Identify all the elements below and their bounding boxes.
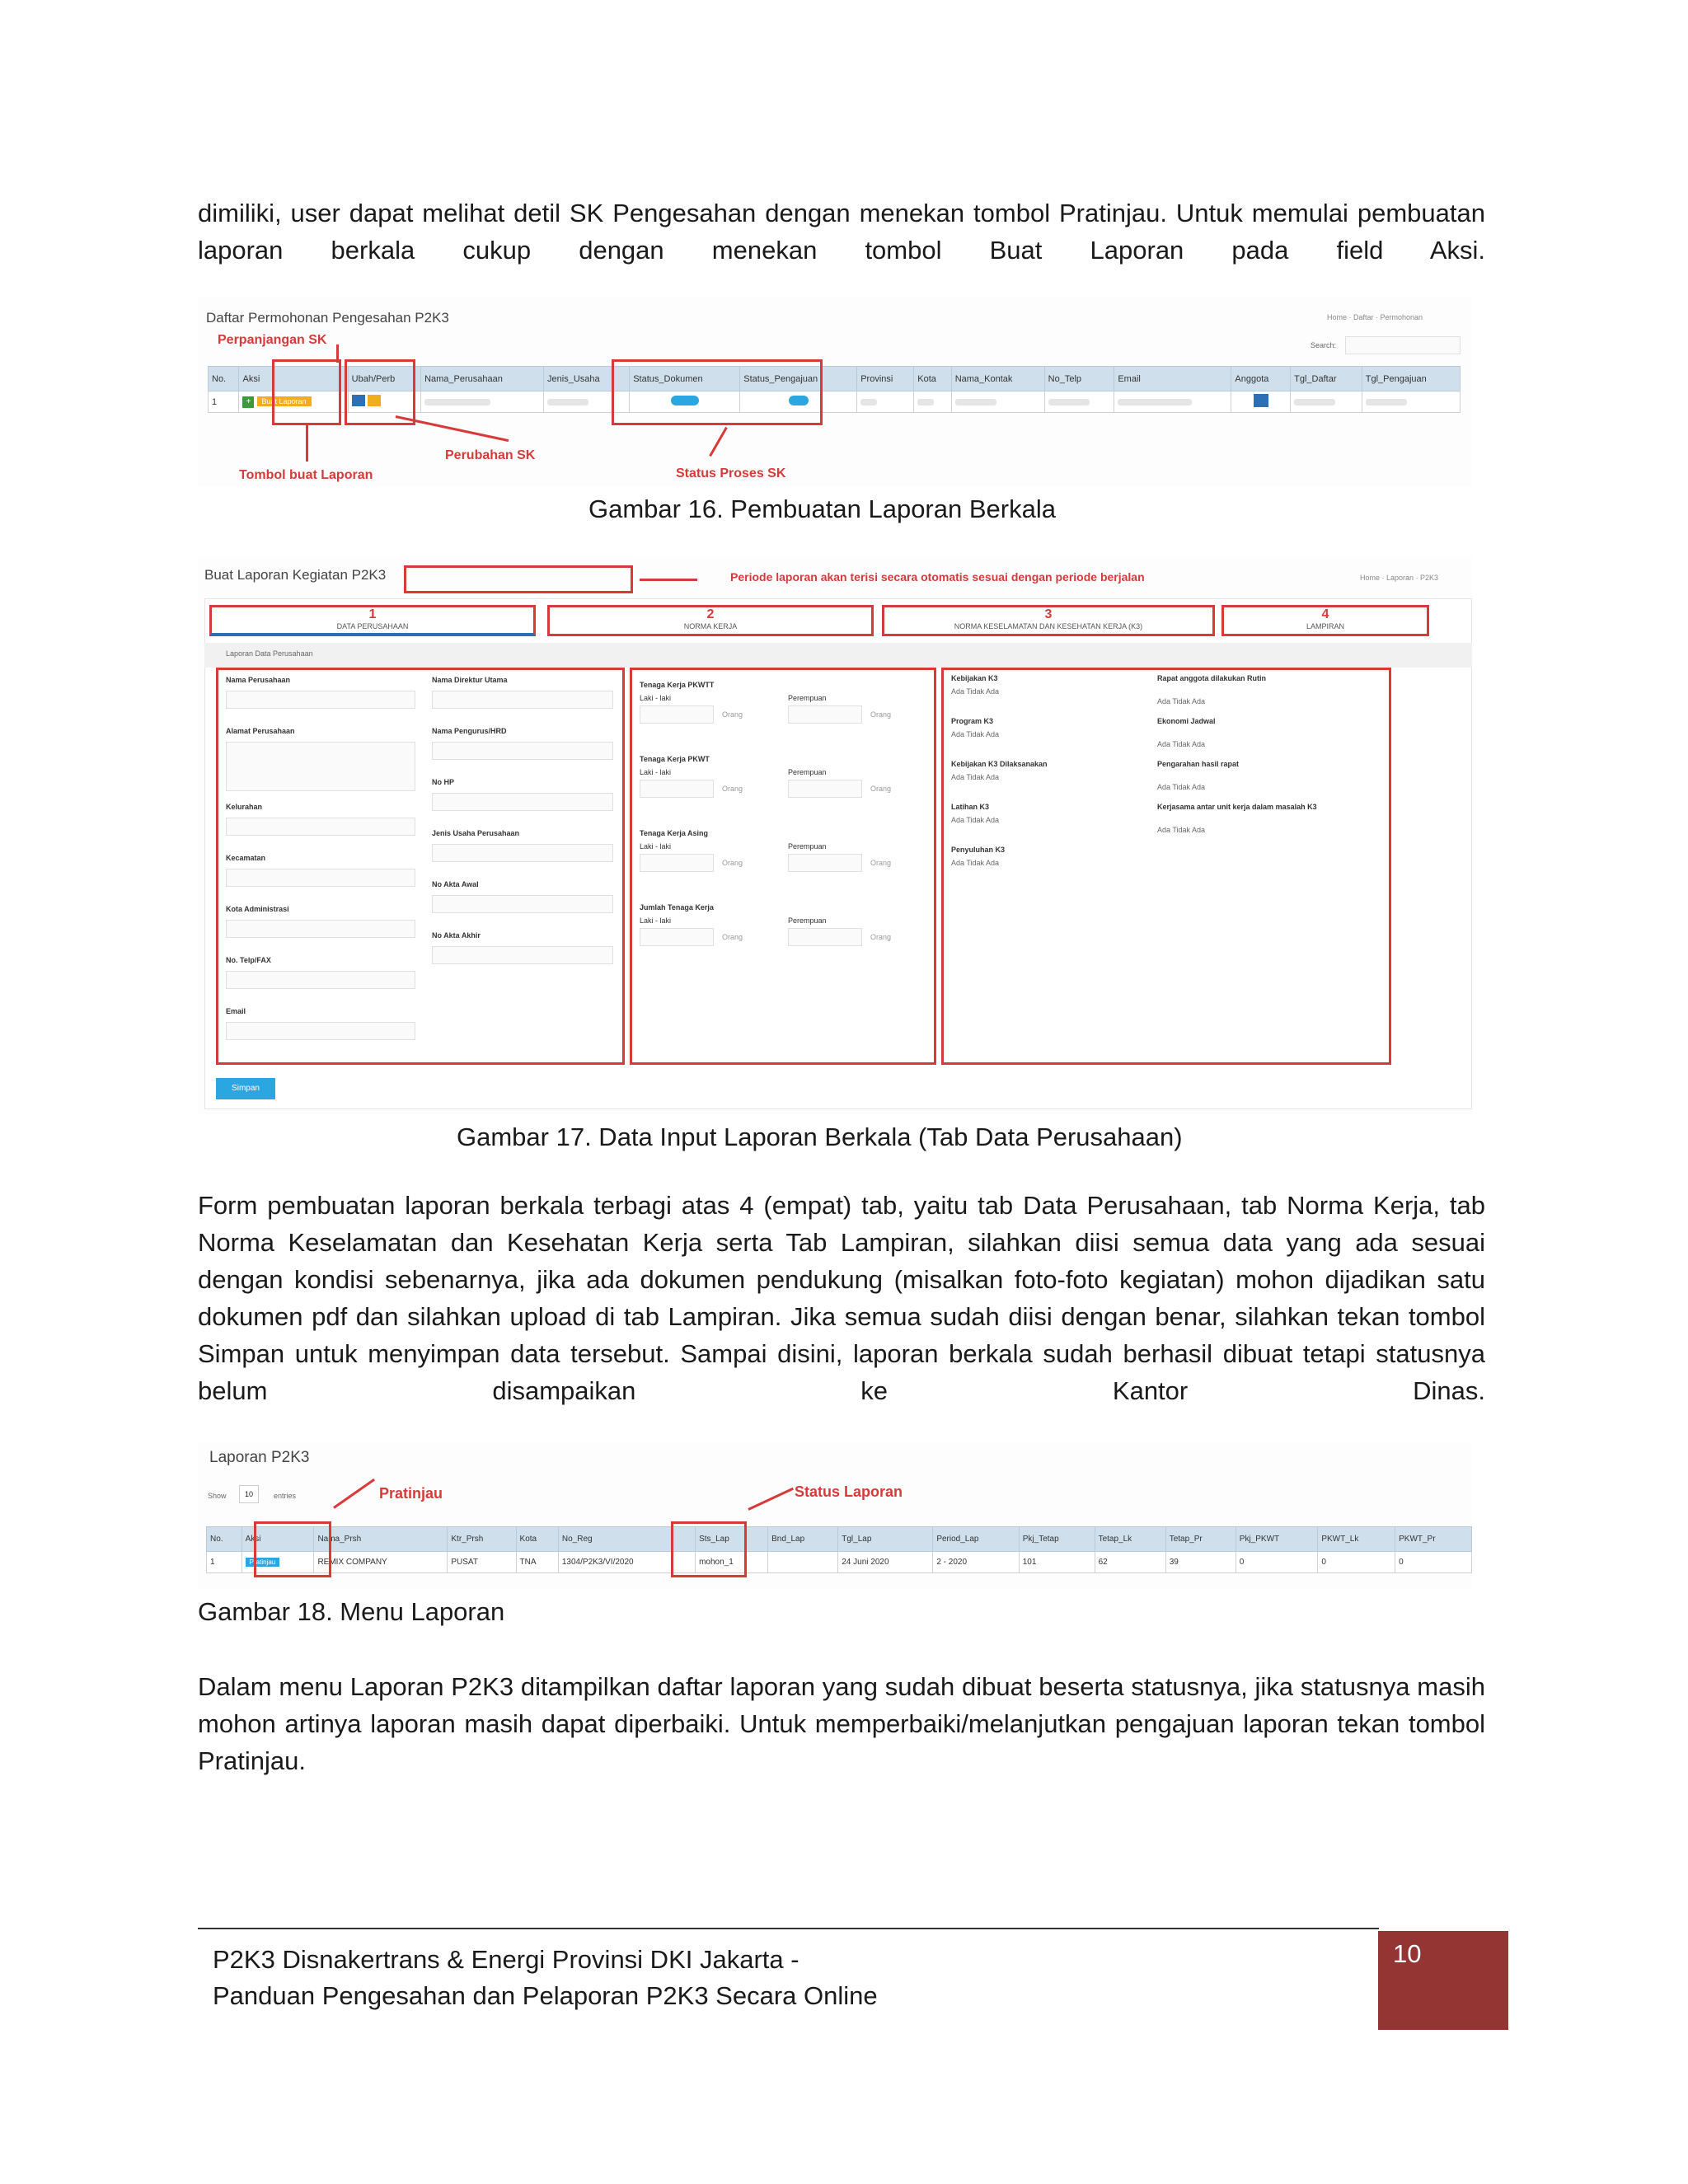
- section-label: Jumlah Tenaga Kerja: [640, 903, 714, 912]
- number-input-perempuan[interactable]: [788, 705, 862, 724]
- fig18-entries-label: entries: [274, 1492, 297, 1500]
- radio-group[interactable]: Ada Tidak Ada: [951, 816, 1000, 824]
- table-header-cell[interactable]: Ktr_Prsh: [448, 1527, 516, 1552]
- footer-line-1: P2K3 Disnakertrans & Energi Provinsi DKI Jakarta -: [213, 1945, 799, 1974]
- input-pengurus[interactable]: [432, 742, 613, 760]
- field-label: Rapat anggota dilakukan Rutin: [1157, 674, 1267, 682]
- table-header-cell[interactable]: No_Telp: [1044, 367, 1114, 391]
- field-label: Nama Direktur Utama: [432, 676, 508, 684]
- section-label: Tenaga Kerja Asing: [640, 829, 709, 837]
- table-header-cell[interactable]: Tetap_Pr: [1165, 1527, 1236, 1552]
- fig18-highlight-status: [671, 1521, 747, 1577]
- figure-16-screenshot: [198, 297, 1472, 486]
- figure-18-screenshot: [198, 1442, 1472, 1589]
- table-header-cell[interactable]: Aksi: [241, 1527, 314, 1552]
- table-row: [207, 1552, 1472, 1573]
- table-header-cell[interactable]: Status_Pengajuan: [740, 367, 857, 391]
- fig17-periode-field[interactable]: [404, 565, 633, 593]
- field-label: Kecamatan: [226, 854, 266, 862]
- pratinjau-button[interactable]: Pratinjau: [246, 1558, 280, 1567]
- fig18-entries-select[interactable]: 10: [239, 1485, 259, 1503]
- table-header-cell[interactable]: No.: [207, 1527, 242, 1552]
- radio-group[interactable]: Ada Tidak Ada: [1157, 697, 1206, 705]
- table-header-cell[interactable]: Pkj_Tetap: [1019, 1527, 1095, 1552]
- section-label: Tenaga Kerja PKWTT: [640, 681, 715, 689]
- caption-figure-18: Gambar 18. Menu Laporan: [198, 1597, 505, 1626]
- table-header-cell[interactable]: Anggota: [1231, 367, 1291, 391]
- footer-divider: [198, 1928, 1379, 1929]
- tab-norma-kerja[interactable]: 2 NORMA KERJA: [547, 605, 874, 636]
- paragraph-intro: dimiliki, user dapat melihat detil SK Pengesahan dengan menekan tombol Pratinjau. Untuk memulai pembuatan laporan berkala cukup dengan menekan tombol Buat Laporan pada field Aksi.: [198, 199, 1485, 265]
- tab-data-perusahaan[interactable]: 1 DATA PERUSAHAAN: [209, 605, 536, 636]
- buat-laporan-button[interactable]: Buat Laporan: [257, 396, 312, 406]
- table-cell: mohon_1: [696, 1552, 768, 1573]
- fig17-breadcrumb: Home · Laporan · P2K3: [1360, 574, 1439, 582]
- radio-group[interactable]: Ada Tidak Ada: [951, 687, 1000, 696]
- unit-label: Orang: [870, 859, 892, 867]
- fig16-row-no: 1: [209, 391, 239, 413]
- table-header-cell[interactable]: Provinsi: [857, 367, 914, 391]
- radio-group[interactable]: Ada Tidak Ada: [1157, 783, 1206, 791]
- number-input-perempuan[interactable]: [788, 854, 862, 872]
- number-input-perempuan[interactable]: [788, 928, 862, 946]
- field-label: Laki - laki: [640, 768, 672, 776]
- table-header-cell[interactable]: Kota: [516, 1527, 558, 1552]
- caption-figure-16: Gambar 16. Pembuatan Laporan Berkala: [588, 494, 1056, 523]
- tab-norma-k3[interactable]: 3 NORMA KESELAMATAN DAN KESEHATAN KERJA (K3): [882, 605, 1215, 636]
- input-nama-perusahaan[interactable]: [226, 691, 415, 709]
- input-kelurahan[interactable]: [226, 818, 415, 836]
- simpan-button[interactable]: Simpan: [216, 1078, 275, 1099]
- table-header-cell[interactable]: Status_Dokumen: [630, 367, 740, 391]
- table-cell: 1304/P2K3/VI/2020: [558, 1552, 695, 1573]
- fig16-highlight-ubah: [345, 359, 415, 425]
- input-jenis-usaha[interactable]: [432, 844, 613, 862]
- unit-label: Orang: [722, 933, 743, 941]
- table-header-cell[interactable]: Tgl_Lap: [838, 1527, 933, 1552]
- fig16-breadcrumb: Home · Daftar · Permohonan: [1327, 313, 1423, 321]
- table-cell: 24 Juni 2020: [838, 1552, 933, 1573]
- table-header-cell[interactable]: Aksi: [239, 367, 348, 391]
- input-alamat[interactable]: [226, 742, 415, 791]
- radio-group[interactable]: Ada Tidak Ada: [951, 773, 1000, 781]
- table-header-cell[interactable]: Sts_Lap: [696, 1527, 768, 1552]
- field-label: Pengarahan hasil rapat: [1157, 760, 1240, 768]
- radio-group[interactable]: Ada Tidak Ada: [1157, 740, 1206, 748]
- field-label: Nama Pengurus/HRD: [432, 727, 507, 735]
- field-label: Program K3: [951, 717, 994, 725]
- field-label: No Akta Akhir: [432, 931, 481, 940]
- table-header-cell[interactable]: No_Reg: [558, 1527, 695, 1552]
- table-header-cell[interactable]: Period_Lap: [933, 1527, 1019, 1552]
- input-hp[interactable]: [432, 793, 613, 811]
- unit-label: Orang: [722, 859, 743, 867]
- input-kecamatan[interactable]: [226, 869, 415, 887]
- number-input-laki[interactable]: [640, 705, 714, 724]
- fig16-annotation-perpanjangan: Perpanjangan SK: [218, 333, 327, 347]
- plus-icon[interactable]: +: [242, 396, 254, 408]
- field-label: No. Telp/FAX: [226, 956, 271, 964]
- fig16-search-input[interactable]: [1345, 336, 1461, 354]
- fig18-page-title: Laporan P2K3: [209, 1449, 310, 1466]
- field-label: Jenis Usaha Perusahaan: [432, 829, 520, 837]
- field-label: Kerjasama antar unit kerja dalam masalah K3: [1157, 803, 1317, 811]
- field-label: Perempuan: [788, 694, 827, 702]
- table-header-cell[interactable]: Tgl_Daftar: [1291, 367, 1362, 391]
- field-label: Kota Administrasi: [226, 905, 289, 913]
- panel-k3: [941, 668, 1391, 1065]
- fig16-highlight-status: [612, 359, 823, 425]
- paragraph-menu-laporan: Dalam menu Laporan P2K3 ditampilkan daftar laporan yang sudah dibuat beserta statusnya, jika statusnya masih mohon artinya laporan masih dapat diperbaiki. Untuk memperbaiki/melanjutkan pengajuan laporan tekan tombol Pratinjau.: [198, 1672, 1485, 1775]
- field-label: Perempuan: [788, 842, 827, 851]
- field-label: Kebijakan K3: [951, 674, 998, 682]
- fig17-annotation-periode: Periode laporan akan terisi secara otomatis sesuai dengan periode berjalan: [730, 570, 1145, 583]
- fig18-annotation-pratinjau: Pratinjau: [379, 1485, 443, 1502]
- table-cell: TNA: [516, 1552, 558, 1573]
- field-label: Kelurahan: [226, 803, 263, 811]
- table-cell: 39: [1165, 1552, 1236, 1573]
- fig16-highlight-aksi: [272, 359, 341, 425]
- number-input-perempuan[interactable]: [788, 780, 862, 798]
- table-cell: 101: [1019, 1552, 1095, 1573]
- fig16-annotation-perubahan: Perubahan SK: [445, 448, 536, 462]
- field-label: Perempuan: [788, 768, 827, 776]
- table-cell: 0: [1318, 1552, 1395, 1573]
- unit-label: Orang: [722, 710, 743, 719]
- table-cell: 62: [1095, 1552, 1165, 1573]
- radio-group[interactable]: Ada Tidak Ada: [1157, 826, 1206, 834]
- members-icon[interactable]: [1254, 394, 1268, 407]
- table-cell: 0: [1395, 1552, 1472, 1573]
- page-number: 10: [1378, 1931, 1508, 2030]
- table-header-cell[interactable]: Ubah/Perb: [348, 367, 420, 391]
- field-label: Perempuan: [788, 916, 827, 925]
- table-header-cell[interactable]: Nama_Prsh: [314, 1527, 448, 1552]
- table-header-cell[interactable]: Pkj_PKWT: [1236, 1527, 1318, 1552]
- input-direktur[interactable]: [432, 691, 613, 709]
- field-label: Ekonomi Jadwal: [1157, 717, 1216, 725]
- number-input-laki[interactable]: [640, 854, 714, 872]
- fig16-page-title: Daftar Permohonan Pengesahan P2K3: [206, 310, 449, 326]
- figure-17-screenshot: [198, 557, 1472, 1114]
- fig16-annotation-status: Status Proses SK: [676, 466, 786, 480]
- fig17-subheader: Laporan Data Perusahaan: [226, 649, 313, 658]
- table-header-cell[interactable]: PKWT_Pr: [1395, 1527, 1472, 1552]
- field-label: No Akta Awal: [432, 880, 479, 888]
- number-input-laki[interactable]: [640, 780, 714, 798]
- tab-lampiran[interactable]: 4 LAMPIRAN: [1221, 605, 1429, 636]
- table-cell: 1: [207, 1552, 242, 1573]
- input-kota[interactable]: [226, 920, 415, 938]
- fig18-show-label: Show: [208, 1492, 227, 1500]
- footer-line-2: Panduan Pengesahan dan Pelaporan P2K3 Secara Online: [213, 1981, 878, 2010]
- unit-label: Orang: [870, 933, 892, 941]
- unit-label: Orang: [722, 785, 743, 793]
- unit-label: Orang: [870, 710, 892, 719]
- number-input-laki[interactable]: [640, 928, 714, 946]
- table-header-cell[interactable]: Jenis_Usaha: [544, 367, 630, 391]
- table-cell: 0: [1236, 1552, 1318, 1573]
- fig18-highlight-aksi: [254, 1521, 331, 1577]
- table-header-cell[interactable]: Tetap_Lk: [1095, 1527, 1165, 1552]
- table-cell: REMIX COMPANY: [314, 1552, 448, 1573]
- fig17-page-title: Buat Laporan Kegiatan P2K3: [204, 567, 387, 583]
- caption-figure-17: Gambar 17. Data Input Laporan Berkala (Tab Data Perusahaan): [457, 1122, 1183, 1151]
- field-label: Nama Perusahaan: [226, 676, 291, 684]
- input-telp[interactable]: [226, 971, 415, 989]
- field-label: No HP: [432, 778, 454, 786]
- field-label: Alamat Perusahaan: [226, 727, 295, 735]
- radio-group[interactable]: Ada Tidak Ada: [951, 859, 1000, 867]
- input-email[interactable]: [226, 1022, 415, 1040]
- table-header-cell[interactable]: Email: [1114, 367, 1231, 391]
- field-label: Laki - laki: [640, 916, 672, 925]
- table-header-cell[interactable]: Nama_Perusahaan: [421, 367, 544, 391]
- unit-label: Orang: [870, 785, 892, 793]
- field-label: Latihan K3: [951, 803, 990, 811]
- input-akta-awal[interactable]: [432, 895, 613, 913]
- fig18-annotation-status: Status Laporan: [795, 1483, 903, 1500]
- table-header-cell[interactable]: Kota: [914, 367, 951, 391]
- fig16-annotation-buat: Tombol buat Laporan: [239, 468, 373, 482]
- table-header-cell[interactable]: No.: [209, 367, 239, 391]
- fig18-table: [206, 1526, 1472, 1573]
- section-label: Tenaga Kerja PKWT: [640, 755, 710, 763]
- table-cell: PUSAT: [448, 1552, 516, 1573]
- field-label: Laki - laki: [640, 694, 672, 702]
- radio-group[interactable]: Ada Tidak Ada: [951, 730, 1000, 738]
- table-header-cell[interactable]: PKWT_Lk: [1318, 1527, 1395, 1552]
- table-cell: 2 - 2020: [933, 1552, 1019, 1573]
- field-label: Penyuluhan K3: [951, 846, 1006, 854]
- input-akta-akhir[interactable]: [432, 946, 613, 964]
- table-header-cell[interactable]: Bnd_Lap: [768, 1527, 838, 1552]
- field-label: Kebijakan K3 Dilaksanakan: [951, 760, 1048, 768]
- table-cell: [768, 1552, 838, 1573]
- field-label: Email: [226, 1007, 246, 1015]
- fig16-search-label: Search:: [1311, 341, 1337, 349]
- field-label: Laki - laki: [640, 842, 672, 851]
- table-header-cell[interactable]: Nama_Kontak: [951, 367, 1044, 391]
- table-header-cell[interactable]: Tgl_Pengajuan: [1362, 367, 1460, 391]
- paragraph-form: Form pembuatan laporan berkala terbagi atas 4 (empat) tab, yaitu tab Data Perusahaan, tab Norma Kerja, tab Norma Keselamatan dan Kesehatan Kerja serta Tab Lampiran, silahkan diisi semua data yang ada sesuai dengan kondisi sebenarnya, jika ada dokumen pendukung (misalkan foto-foto kegiatan) mohon dijadikan satu dokumen pdf dan silahkan upload di tab Lampiran. Jika semua sudah diisi dengan benar, silahkan tekan tombol Simpan untuk menyimpan data tersebut. Sampai disini, laporan berkala sudah berhasil dibuat tetapi statusnya belum disampaikan ke Kantor Dinas.: [198, 1191, 1485, 1405]
